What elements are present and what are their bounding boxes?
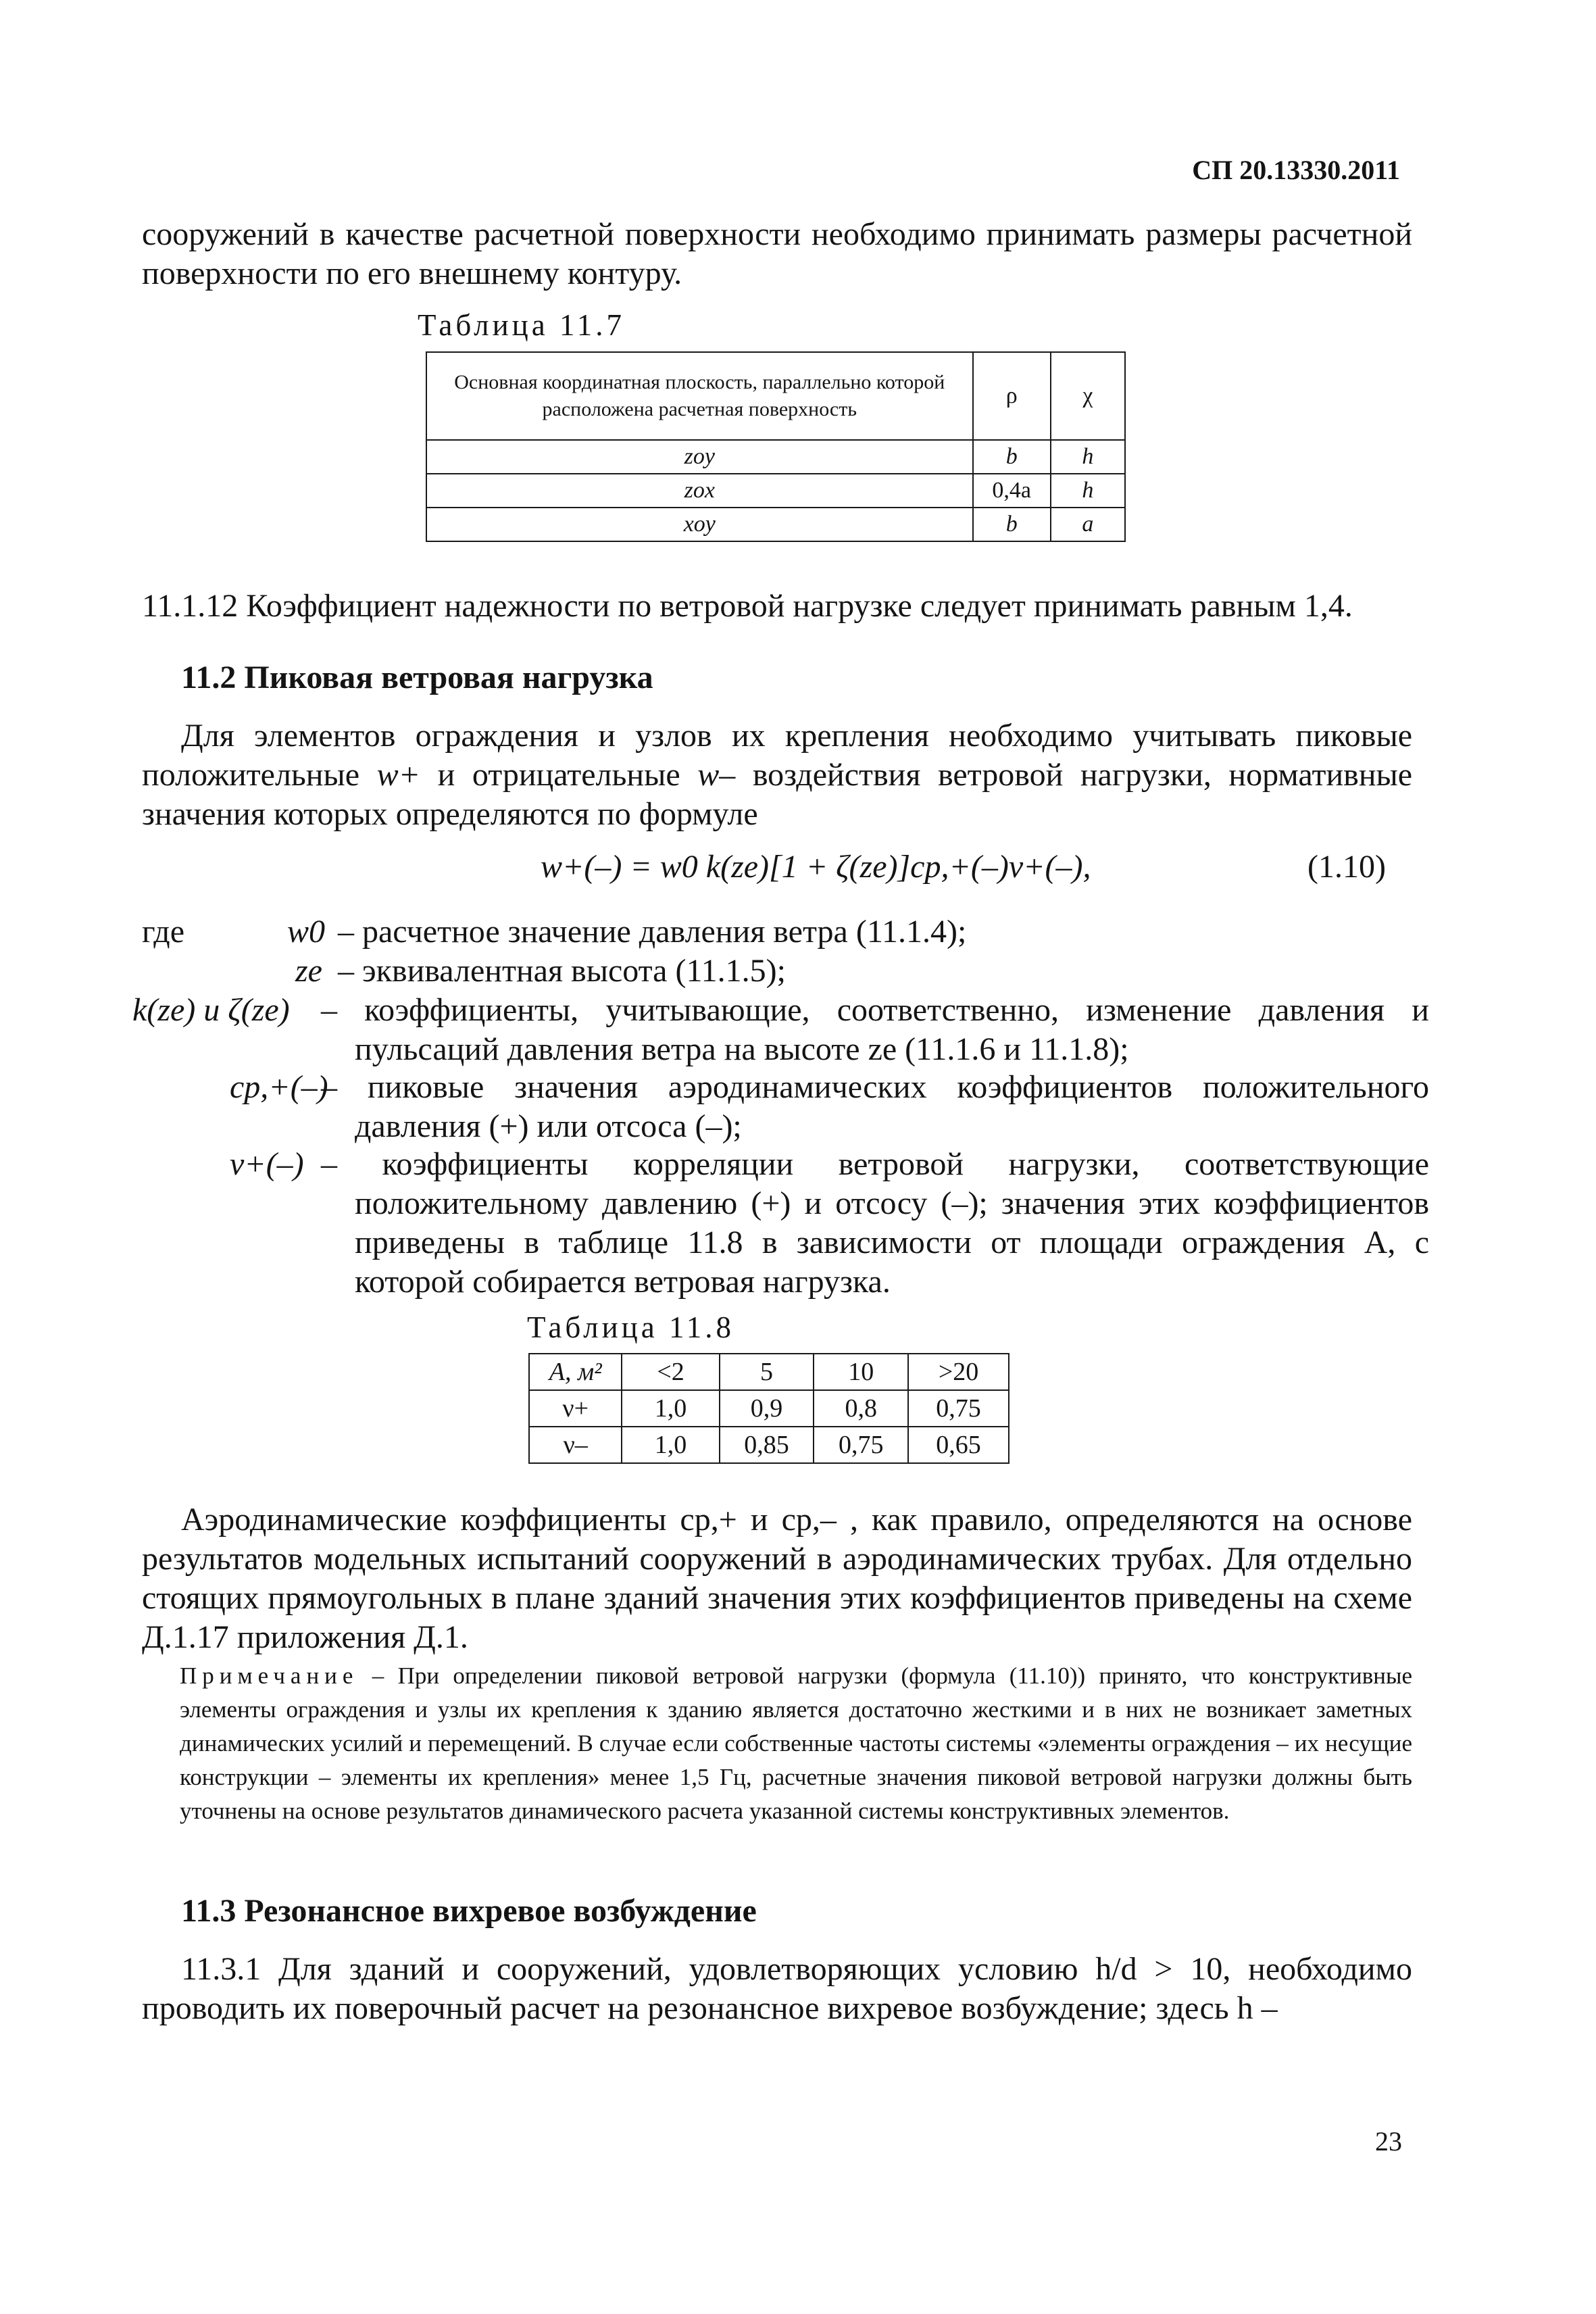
table-cell: zox [426,474,973,508]
table-cell: 0,65 [908,1427,1009,1463]
where-label: где [142,914,185,950]
table-header-cell: >20 [908,1354,1009,1390]
table-header-cell: χ [1051,352,1125,440]
table-11-7-title: Таблица 11.7 [418,308,626,342]
note-label: Примечание [180,1663,359,1689]
aero-paragraph: Аэродинамические коэффициенты cp,+ и cp,– , как правило, определяются на основе результатов модельных испытаний сооружений в аэродинамических трубах. Для отдельно стоящих прямоугольных в плане зданий значения этих коэффициентов приведены на схеме Д.1.17 приложения Д.1. [142,1502,1412,1655]
note-text: – При определении пиковой ветровой нагрузки (формула (11.10)) принято, что конструктивные элементы ограждения и узлы их крепления к зданию является достаточно жесткими и в них не возникает заметных динамических усилий и перемещений. В случае если собственные частоты системы «элементы ограждения – их несущие конструкции – элементы их крепления» менее 1,5 Гц, расчетные значения пиковой ветровой нагрузки должны быть уточнены на основе результатов динамического расчета указанной системы конструктивных элементов. [180,1663,1412,1824]
table-row [529,1390,1009,1427]
definition-symbol: cp,+(–) [230,1069,328,1105]
table-header-cell: 5 [720,1354,814,1390]
table-header-cell: 10 [814,1354,908,1390]
document-code: СП 20.13330.2011 [1192,155,1400,185]
table-11-7 [426,351,1126,542]
table-cell: 0,8 [814,1390,908,1427]
table-cell: 0,75 [814,1427,908,1463]
table-cell: 0,75 [908,1390,1009,1427]
table-cell: b [973,440,1051,474]
definition-symbol: w0 [287,914,326,950]
table-cell: 0,85 [720,1427,814,1463]
table-cell: zoy [426,440,973,474]
table-row [529,1427,1009,1463]
section-11-3-paragraph: 11.3.1 Для зданий и сооружений, удовлетворяющих условию h/d > 10, необходимо проводить их поверочный расчет на резонансное вихревое возбуждение; здесь h – [142,1951,1412,2026]
table-row [426,474,1125,508]
table-cell: ν– [529,1427,622,1463]
table-row [426,508,1125,541]
definition-symbol: ν+(–) [230,1146,304,1182]
table-11-8 [528,1353,1009,1464]
section-heading: 11.3 Резонансное вихревое возбуждение [181,1893,757,1929]
table-row [426,440,1125,474]
page-number: 23 [1375,2126,1402,2157]
w-plus-symbol: w+ [376,757,421,793]
definition-text: – пиковые значения аэродинамических коэффициентов положительного давления (+) или отсоса (–); [321,1069,1429,1144]
table-cell: h [1051,440,1125,474]
table-cell: 0,4a [973,474,1051,508]
table-cell: h [1051,474,1125,508]
formula: w+(–) = w0 k(ze)[1 + ζ(ze)]cp,+(–)ν+(–), [541,849,1091,885]
table-cell: xoy [426,508,973,541]
table-cell: 0,9 [720,1390,814,1427]
note [180,1659,1412,1828]
table-header-cell: ρ [973,352,1051,440]
table-header-cell: A, м² [529,1354,622,1390]
definition-text: – расчетное значение давления ветра (11.1.4); [338,914,967,950]
table-cell: b [973,508,1051,541]
table-cell: a [1051,508,1125,541]
table-header-row [529,1354,1009,1390]
table-11-8-title: Таблица 11.8 [527,1310,735,1344]
table-cell: 1,0 [622,1427,719,1463]
section-heading: 11.2 Пиковая ветровая нагрузка [181,660,653,695]
paragraph-text: и отрицательные [437,757,680,793]
table-header-cell: <2 [622,1354,719,1390]
paragraph-text: Для элементов ограждения и узлов их крепления необходимо учитывать пиковые положительные [142,718,1412,793]
table-header-cell: Основная координатная плоскость, параллельно которой расположена расчетная поверхность [426,352,973,440]
table-header-row [426,352,1125,440]
definition-text: – коэффициенты, учитывающие, соответственно, изменение давления и пульсаций давления ветра на высоте ze (11.1.6 и 11.1.8); [321,992,1429,1067]
definition-symbol: k(ze) и ζ(ze) [132,992,290,1028]
definition-text: – коэффициенты корреляции ветровой нагрузки, соответствующие положительному давлению (+) и отсосу (–); значения этих коэффициентов приведены в таблице 11.8 в зависимости от площади ограждения A, с которой собирается ветровая нагрузка. [321,1146,1429,1300]
definition-symbol: ze [295,953,322,989]
paragraph-text: воздействия ветровой нагрузки, нормативные значения которых определяются по формуле [142,757,1413,832]
clause-11-1-12: 11.1.12 Коэффициент надежности по ветровой нагрузке следует принимать равным 1,4. [142,588,1353,624]
w-minus-symbol: w– [697,757,736,793]
table-cell: ν+ [529,1390,622,1427]
section-11-2-paragraph [142,716,1412,834]
formula-number: (1.10) [1307,849,1386,885]
definition-text: – эквивалентная высота (11.1.5); [338,953,786,989]
intro-paragraph: сооружений в качестве расчетной поверхности необходимо принимать размеры расчетной поверхности по его внешнему контуру. [142,216,1412,291]
table-cell: 1,0 [622,1390,719,1427]
